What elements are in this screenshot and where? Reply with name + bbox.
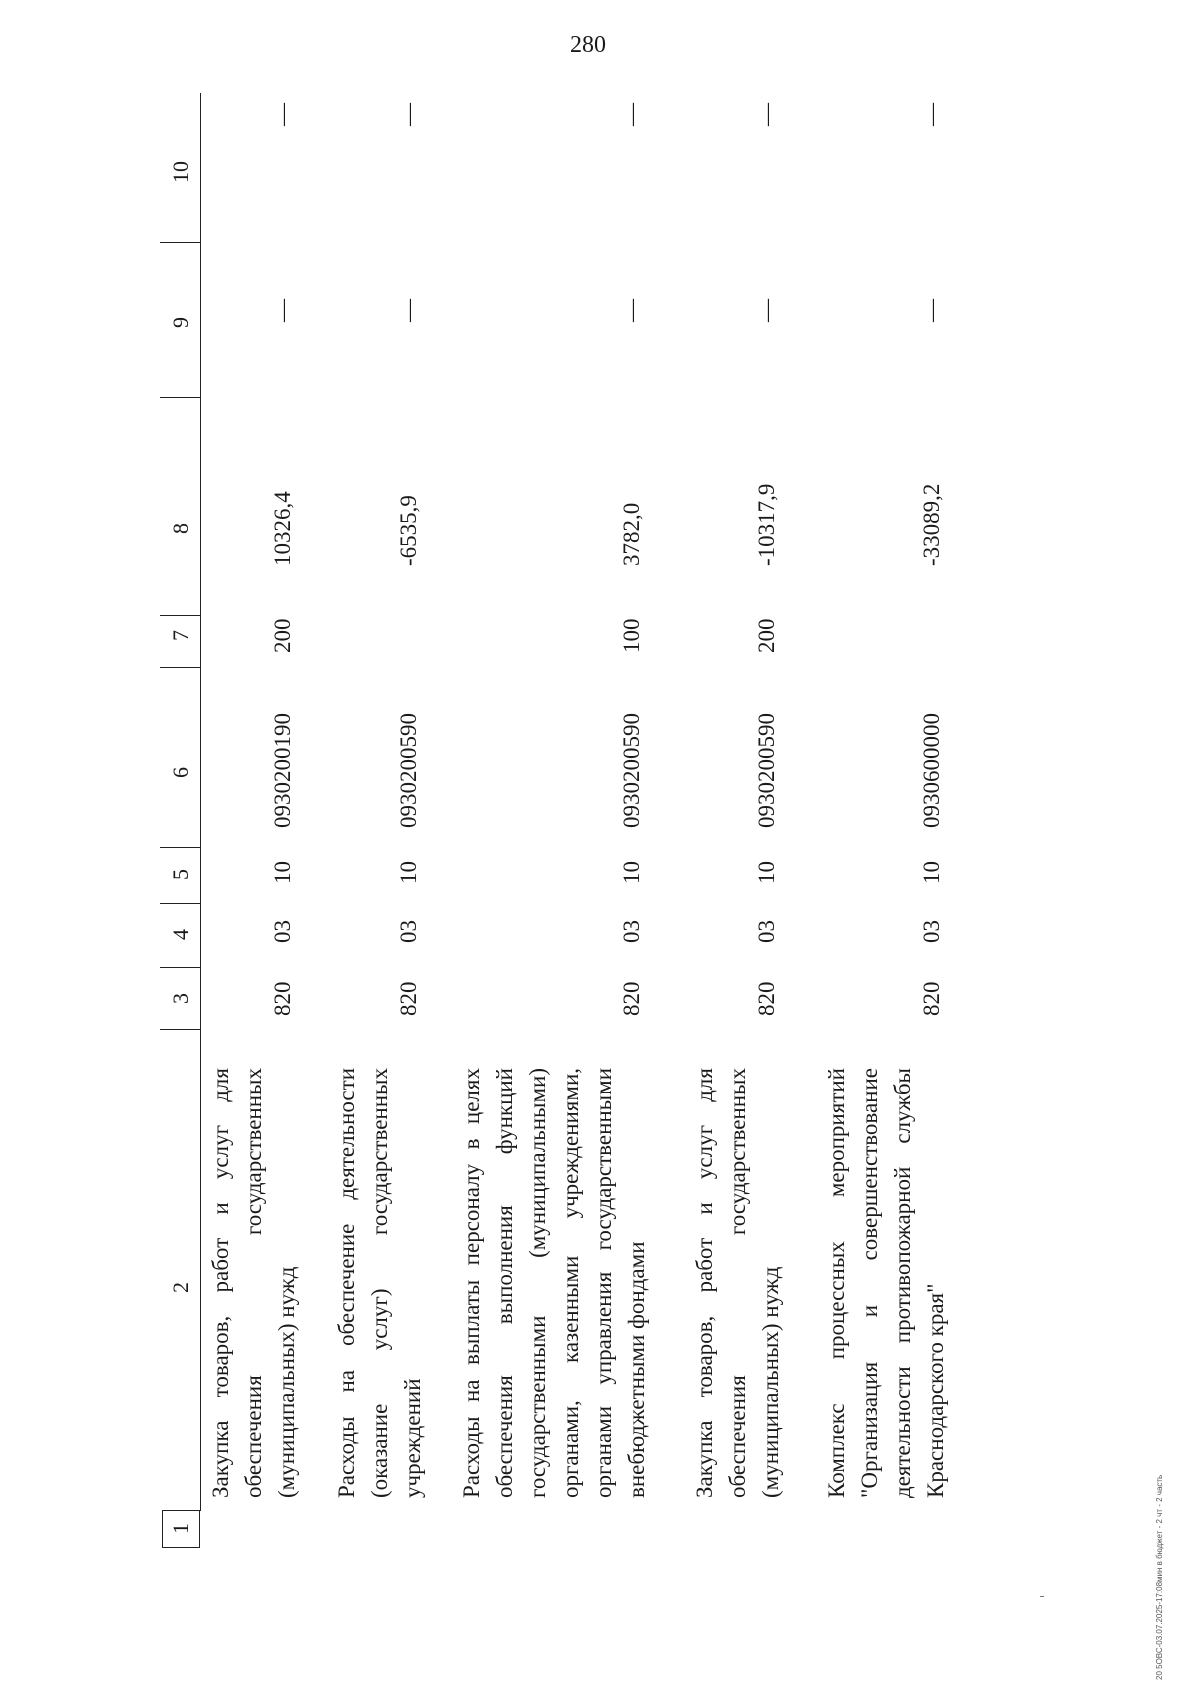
row-description: Закупка товаров, работ и услуг для обеспечения государственных (муниципальных) нужд — [692, 1068, 783, 1498]
cell-col-8: -33089,2 — [919, 483, 944, 566]
cell-col-5: 10 — [619, 861, 644, 884]
header-rule — [200, 93, 201, 1511]
cell-col-7: 200 — [270, 618, 295, 653]
cell-col-8: -6535,9 — [396, 495, 421, 566]
cell-col-5: 10 — [754, 861, 779, 884]
cell-col-5: 10 — [919, 861, 944, 884]
cell-col-10: — — [619, 103, 644, 126]
cell-col-3: 820 — [754, 981, 779, 1016]
cell-col-10: — — [270, 103, 295, 126]
footer-note: 20 5ОВС-03.07.2025-17:08мин в бюджет - 2 чт - 2 часть — [1155, 1474, 1164, 1680]
header-col-8: 8 — [168, 523, 193, 534]
cell-col-5: 10 — [270, 861, 295, 884]
header-col-6: 6 — [168, 767, 193, 778]
cell-col-8: 3782,0 — [619, 502, 644, 566]
budget-table — [160, 93, 1040, 1548]
header-col-2: 2 — [168, 1282, 193, 1293]
header-col-7: 7 — [168, 630, 193, 641]
cell-col-3: 820 — [396, 981, 421, 1016]
header-divider — [160, 242, 201, 243]
row-description: Расходы на обеспечение деятельности (оказание услуг) государственных учреждений — [334, 1068, 425, 1498]
cell-col-6: 0930200190 — [270, 713, 295, 828]
row-description: Комплекс процессных мероприятий "Организация и совершенствование деятельности противопожарной службы Краснодарского края" — [824, 1068, 948, 1498]
header-col-9: 9 — [168, 317, 193, 328]
cell-col-10: — — [919, 103, 944, 126]
cell-col-9: — — [754, 299, 779, 322]
cell-col-7: 200 — [754, 618, 779, 653]
header-col-10: 10 — [168, 161, 193, 183]
cell-col-10: — — [396, 103, 421, 126]
row-description: Закупка товаров, работ и услуг для обеспечения государственных (муниципальных) нужд — [208, 1068, 299, 1498]
cell-col-3: 820 — [919, 981, 944, 1016]
header-col-3: 3 — [168, 993, 193, 1004]
page-number: 280 — [570, 32, 606, 58]
cell-col-5: 10 — [396, 861, 421, 884]
header-divider — [160, 667, 201, 668]
table-row — [688, 93, 788, 1548]
cell-col-9: — — [396, 299, 421, 322]
row-description: Расходы на выплаты персоналу в целях обеспечения выполнения функций государственными (муниципальными) органами, казенными учреждениями, органами управления государственными внебюджетными фондами — [459, 1068, 649, 1498]
header-divider — [160, 903, 201, 904]
cell-col-4: 03 — [754, 920, 779, 943]
cell-col-8: -10317,9 — [754, 483, 779, 566]
header-divider — [160, 615, 201, 616]
cell-col-9: — — [270, 299, 295, 322]
cell-col-9: — — [619, 299, 644, 322]
header-col-4: 4 — [168, 929, 193, 940]
cell-col-4: 03 — [619, 920, 644, 943]
header-col-5: 5 — [168, 869, 193, 880]
cell-col-6: 0930600000 — [919, 713, 944, 828]
header-divider — [160, 397, 201, 398]
cell-col-9: — — [919, 299, 944, 322]
table-row — [820, 93, 960, 1548]
header-divider — [160, 1029, 201, 1030]
header-divider — [160, 847, 201, 848]
scan-mark — [1040, 1596, 1044, 1597]
table-row — [455, 93, 655, 1548]
cell-col-10: — — [754, 103, 779, 126]
table-row — [330, 93, 430, 1548]
cell-col-4: 03 — [919, 920, 944, 943]
cell-col-3: 820 — [619, 981, 644, 1016]
table-header — [160, 93, 206, 1548]
cell-col-4: 03 — [396, 920, 421, 943]
cell-col-6: 0930200590 — [619, 713, 644, 828]
header-col-1: 1 — [168, 1523, 193, 1534]
cell-col-7: 100 — [619, 618, 644, 653]
cell-col-4: 03 — [270, 920, 295, 943]
header-divider — [160, 967, 201, 968]
table-row — [204, 93, 304, 1548]
cell-col-6: 0930200590 — [396, 713, 421, 828]
cell-col-3: 820 — [270, 981, 295, 1016]
cell-col-6: 0930200590 — [754, 713, 779, 828]
cell-col-8: 10326,4 — [270, 491, 295, 566]
